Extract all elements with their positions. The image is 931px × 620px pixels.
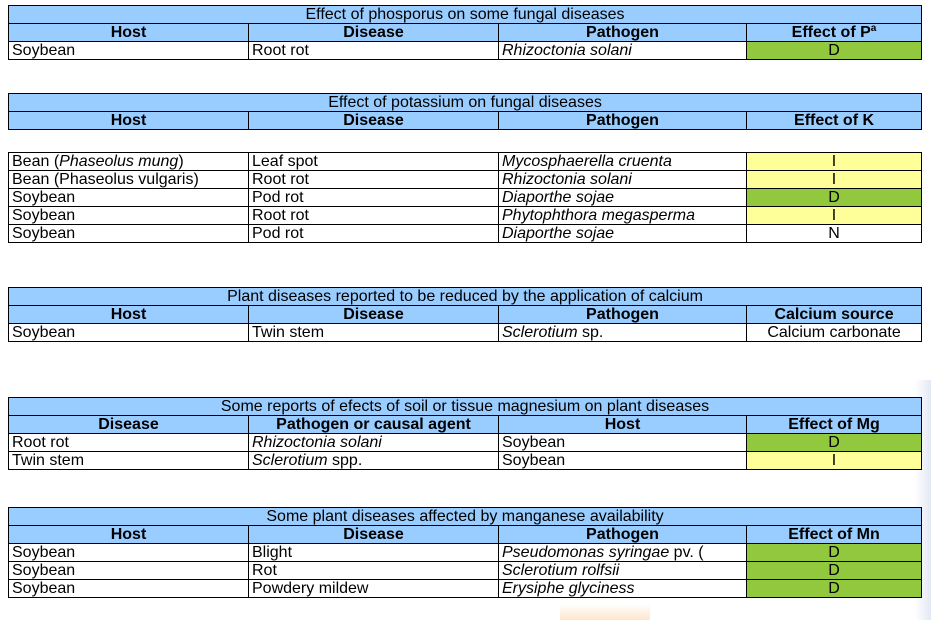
table-row xyxy=(9,225,922,243)
pathogen-cell: Sclerotium rolfsii xyxy=(499,562,747,580)
disease-cell: Pod rot xyxy=(249,225,499,243)
column-header: Pathogen xyxy=(499,112,747,130)
column-header: Pathogen xyxy=(499,24,747,42)
pathogen-cell: Sclerotium sp. xyxy=(499,324,747,342)
column-header: Disease xyxy=(249,306,499,324)
table-row xyxy=(9,580,922,598)
effect-cell: I xyxy=(747,207,922,225)
column-header: Pathogen or causal agent xyxy=(249,416,499,434)
effect-cell: I xyxy=(747,452,922,470)
table-row xyxy=(9,171,922,189)
disease-cell: Blight xyxy=(249,544,499,562)
disease-cell: Root rot xyxy=(249,207,499,225)
column-header: Host xyxy=(9,112,249,130)
magnesium-table xyxy=(8,397,922,470)
table-row xyxy=(9,452,922,470)
effect-cell: D xyxy=(747,580,922,598)
table-row xyxy=(9,324,922,342)
effect-cell: I xyxy=(747,153,922,171)
host-cell: Soybean xyxy=(9,562,249,580)
pathogen-cell: Diaporthe sojae xyxy=(499,189,747,207)
table-row xyxy=(9,189,922,207)
host-cell: Soybean xyxy=(9,189,249,207)
column-header: Effect of Mg xyxy=(747,416,922,434)
pathogen-cell: Rhizoctonia solani xyxy=(499,42,747,60)
host-cell: Soybean xyxy=(9,207,249,225)
host-cell: Soybean xyxy=(9,324,249,342)
table-title: Some plant diseases affected by manganese availability xyxy=(9,508,922,526)
table-row xyxy=(9,434,922,452)
watermark-edge-bottom xyxy=(560,604,650,620)
effect-cell: N xyxy=(747,225,922,243)
disease-cell: Twin stem xyxy=(9,452,249,470)
calcium-source-cell: Calcium carbonate xyxy=(747,324,922,342)
pathogen-cell: Mycosphaerella cruenta xyxy=(499,153,747,171)
column-header: Effect of Mn xyxy=(747,526,922,544)
host-cell: Soybean xyxy=(9,42,249,60)
column-header: Disease xyxy=(249,24,499,42)
calcium-table xyxy=(8,287,922,342)
pathogen-cell: Rhizoctonia solani xyxy=(499,171,747,189)
table-title: Plant diseases reported to be reduced by the application of calcium xyxy=(9,288,922,306)
pathogen-cell: Rhizoctonia solani xyxy=(249,434,499,452)
effect-cell: D xyxy=(747,544,922,562)
pathogen-cell: Pseudomonas syringae pv. ( xyxy=(499,544,747,562)
host-cell: Soybean xyxy=(499,452,747,470)
column-header: Pathogen xyxy=(499,306,747,324)
column-header: Host xyxy=(499,416,747,434)
disease-cell: Rot xyxy=(249,562,499,580)
column-header: Pathogen xyxy=(499,526,747,544)
disease-cell: Twin stem xyxy=(249,324,499,342)
pathogen-cell: Diaporthe sojae xyxy=(499,225,747,243)
table-row xyxy=(9,153,922,171)
potassium-table xyxy=(8,93,922,138)
host-cell: Soybean xyxy=(499,434,747,452)
disease-cell: Root rot xyxy=(249,42,499,60)
table-row xyxy=(9,562,922,580)
column-header: Host xyxy=(9,24,249,42)
disease-cell: Pod rot xyxy=(249,189,499,207)
table-row xyxy=(9,544,922,562)
column-header: Effect of $P^a$ xyxy=(747,24,922,42)
effect-cell: I xyxy=(747,171,922,189)
table-title: Effect of potassium on fungal diseases xyxy=(9,94,922,112)
host-cell: Soybean xyxy=(9,544,249,562)
table-row xyxy=(9,42,922,60)
column-header: Host xyxy=(9,526,249,544)
column-header: Disease xyxy=(249,112,499,130)
column-header: Disease xyxy=(9,416,249,434)
disease-cell: Root rot xyxy=(9,434,249,452)
table-row xyxy=(9,207,922,225)
pathogen-cell: Erysiphe glyciness xyxy=(499,580,747,598)
host-cell: Soybean xyxy=(9,225,249,243)
column-header: Disease xyxy=(249,526,499,544)
host-cell: Soybean xyxy=(9,580,249,598)
potassium-rows xyxy=(8,152,922,243)
manganese-table xyxy=(8,507,922,598)
effect-cell: D xyxy=(747,189,922,207)
pathogen-cell: Sclerotium spp. xyxy=(249,452,499,470)
pathogen-cell: Phytophthora megasperma xyxy=(499,207,747,225)
host-cell: Bean (Phaseolus vulgaris) xyxy=(9,171,249,189)
effect-cell: D xyxy=(747,562,922,580)
disease-cell: Root rot xyxy=(249,171,499,189)
column-header: Calcium source xyxy=(747,306,922,324)
phosphorus-table xyxy=(8,5,922,60)
disease-cell: Powdery mildew xyxy=(249,580,499,598)
effect-cell: D xyxy=(747,42,922,60)
column-header: Effect of K xyxy=(747,112,922,130)
disease-cell: Leaf spot xyxy=(249,153,499,171)
effect-cell: D xyxy=(747,434,922,452)
table-title: Some reports of efects of soil or tissue magnesium on plant diseases xyxy=(9,398,922,416)
host-cell: Bean (Phaseolus mung) xyxy=(9,153,249,171)
table-title: Effect of phosporus on some fungal diseases xyxy=(9,6,922,24)
column-header: Host xyxy=(9,306,249,324)
